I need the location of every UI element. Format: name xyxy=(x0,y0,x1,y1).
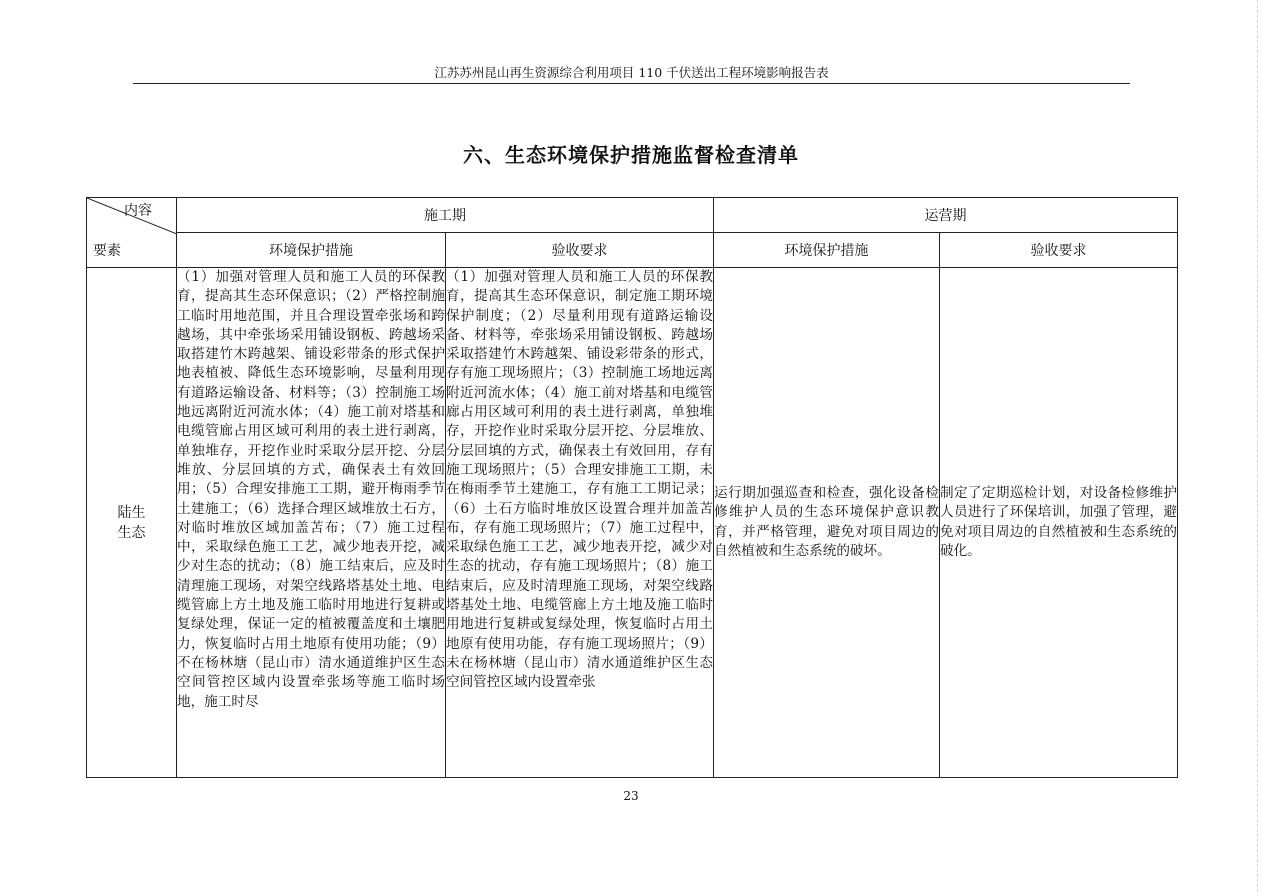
running-header: 江苏苏州昆山再生资源综合利用项目 110 千伏送出工程环境影响报告表 xyxy=(434,65,829,80)
operation-acceptance-cell: 制定了定期巡检计划，对设备检修维护人员进行了环保培训，加强了管理，避免对项目周边的自然植被和生态系统的破化。 xyxy=(940,268,1178,778)
construction-acceptance-header: 验收要求 xyxy=(446,233,714,268)
page-edge-line xyxy=(1257,0,1258,892)
construction-measures-text: （1）加强对管理人员和施工人员的环保教育，提高其生态环保意识；（2）严格控制施工临时用地范围，并且合理设置牵张场和跨越场，其中牵张场采用铺设钢板、跨越场采取搭建竹木跨越架、铺设彩带条的形式保护地表植被、降低生态环境影响，尽量利用现有道路运输设备、材料等；（3）控制施工场地远离附近河流水体；（4）施工前对塔基和电缆管廊占用区域可利用的表土进行剥离，单独堆存，开挖作业时采取分层开挖、分层堆放、分层回填的方式，确保表土有效回用；（5）合理安排施工工期，避开梅雨季节土建施工；（6）选择合理区域堆放土石方，对临时堆放区域加盖苫布；（7）施工过程中，采取绿色施工工艺，减少地表开挖，减少对生态的扰动；（8）施工结束后，应及时清理施工现场，对架空线路塔基处土地、电缆管廊上方土地及施工临时用地进行复耕或复绿处理，保证一定的植被覆盖度和土壤肥力，恢复临时占用土地原有使用功能；（9）不在杨林塘（昆山市）清水通道维护区生态空间管控区域内设置牵张场等施工临时场地，施工时尽 xyxy=(177,269,445,710)
construction-measures-header: 环境保护措施 xyxy=(177,233,446,268)
construction-measures-cell xyxy=(177,268,446,778)
page-number: 23 xyxy=(623,789,639,803)
corner-label-content: 内容 xyxy=(124,203,152,219)
operation-phase-header: 运营期 xyxy=(714,198,1178,233)
construction-phase-header: 施工期 xyxy=(177,198,714,233)
operation-acceptance-header: 验收要求 xyxy=(940,233,1178,268)
operation-measures-cell: 运行期加强巡查和检查，强化设备检修维护人员的生态环境保护意识教育，并严格管理，避免对项目周边的自然植被和生态系统的破坏。 xyxy=(714,268,940,778)
construction-acceptance-cell xyxy=(446,268,714,778)
operation-measures-header: 环境保护措施 xyxy=(714,233,940,268)
supervision-checklist-table xyxy=(86,197,1178,778)
section-title: 六、生态环境保护措施监督检查清单 xyxy=(463,143,799,167)
corner-label-element: 要素 xyxy=(93,243,121,259)
row-label-terrestrial-ecology: 陆生 生态 xyxy=(87,268,177,778)
corner-header-cell xyxy=(87,198,177,268)
header-rule xyxy=(133,83,1130,84)
construction-acceptance-text: （1）加强对管理人员和施工人员的环保教育，提高其生态环保意识，制定施工期环境保护制度；（2）尽量利用现有道路运输设备、材料等，牵张场采用铺设钢板、跨越场采取搭建竹木跨越架、铺设彩带条的形式，存有施工现场照片；（3）控制施工场地远离附近河流水体；（4）施工前对塔基和电缆管廊占用区域可利用的表土进行剥离，单独堆存，开挖作业时采取分层开挖、分层堆放、分层回填的方式，确保表土有效回用，存有施工现场照片；（5）合理安排施工工期，未在梅雨季节土建施工，存有施工工期记录；（6）土石方临时堆放区设置合理并加盖苫布，存有施工现场照片；（7）施工过程中，采取绿色施工工艺，减少地表开挖，减少对生态的扰动，存有施工现场照片；（8）施工结束后，应及时清理施工现场，对架空线路塔基处土地、电缆管廊上方土地及施工临时用地进行复耕或复绿处理，恢复临时占用土地原有使用功能，存有施工现场照片；（9）未在杨林塘（昆山市）清水通道维护区生态空间管控区域内设置牵张 xyxy=(446,269,713,691)
